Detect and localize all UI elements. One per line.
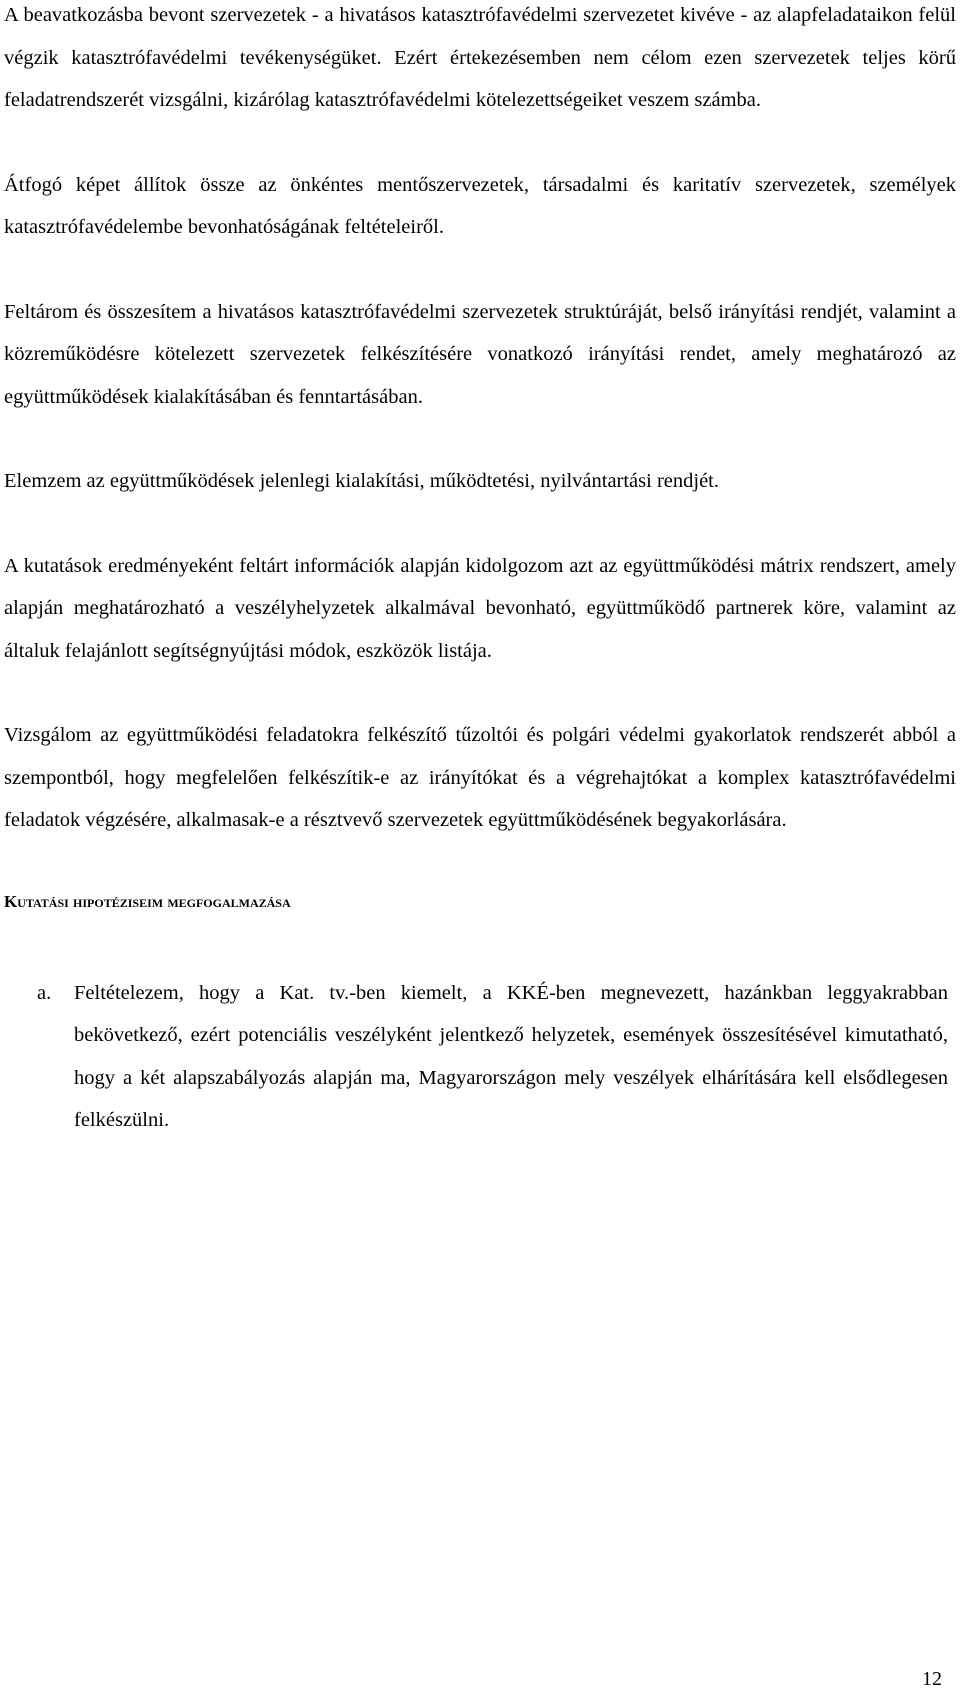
hypothesis-item	[4, 972, 956, 1142]
hypothesis-list	[4, 972, 956, 1142]
paragraph-1: A beavatkozásba bevont szervezetek - a hivatásos katasztrófavédelmi szervezetet kivéve - az alapfeladataikon felül végzik katasztrófavédelmi tevékenységüket. Ezért értekezésemben nem célom ezen szervezetek teljes körű feladatrendszerét vizsgálni, kizárólag katasztrófavédelmi kötelezettségeiket veszem számba.	[4, 4, 956, 111]
hypothesis-text: Feltételezem, hogy a Kat. tv.-ben kiemelt, a KKÉ-ben megnevezett, hazánkban leggyakrabban bekövetkező, ezért potenciális veszélyként jelentkező helyzetek, események összesítésével kimutatható, hogy a két alapszabályozás alapján ma, Magyarországon mely veszélyek elhárítására kell elsődlegesen felkészülni.	[74, 981, 948, 1131]
paragraph-6: Vizsgálom az együttműködési feladatokra felkészítő tűzoltói és polgári védelmi gyakorlatok rendszerét abból a szempontból, hogy megfelelően felkészítik-e az irányítókat és a végrehajtókat a komplex katasztrófavédelmi feladatok végzésére, alkalmasak-e a résztvevő szervezetek együttműködésének begyakorlására.	[4, 724, 956, 831]
page-number: 12	[922, 1668, 942, 1690]
paragraph-2: Átfogó képet állítok össze az önkéntes mentőszervezetek, társadalmi és karitatív szervezetek, személyek katasztrófavédelembe bevonhatóságának feltételeiről.	[4, 173, 956, 238]
paragraph-3: Feltárom és összesítem a hivatásos katasztrófavédelmi szervezetek struktúráját, belső irányítási rendjét, valamint a közreműködésre kötelezett szervezetek felkészítésére vonatkozó irányítási rendet, amely meghatározó az együttműködések kialakításában és fenntartásában.	[4, 300, 956, 408]
document-body	[4, 0, 956, 1142]
paragraph-5: A kutatások eredményeként feltárt információk alapján kidolgozom azt az együttműködési mátrix rendszert, amely alapján meghatározható a veszélyhelyzetek alkalmával bevonható, együttműködő partnerek köre, valamint az általuk felajánlott segítségnyújtási módok, eszközök listája.	[4, 554, 956, 662]
section-heading: Kutatási hipotéziseim megfogalmazása	[4, 891, 291, 911]
hypothesis-marker: a.	[37, 981, 52, 1004]
paragraph-4: Elemzem az együttműködések jelenlegi kialakítási, működtetési, nyilvántartási rendjét.	[4, 470, 719, 492]
